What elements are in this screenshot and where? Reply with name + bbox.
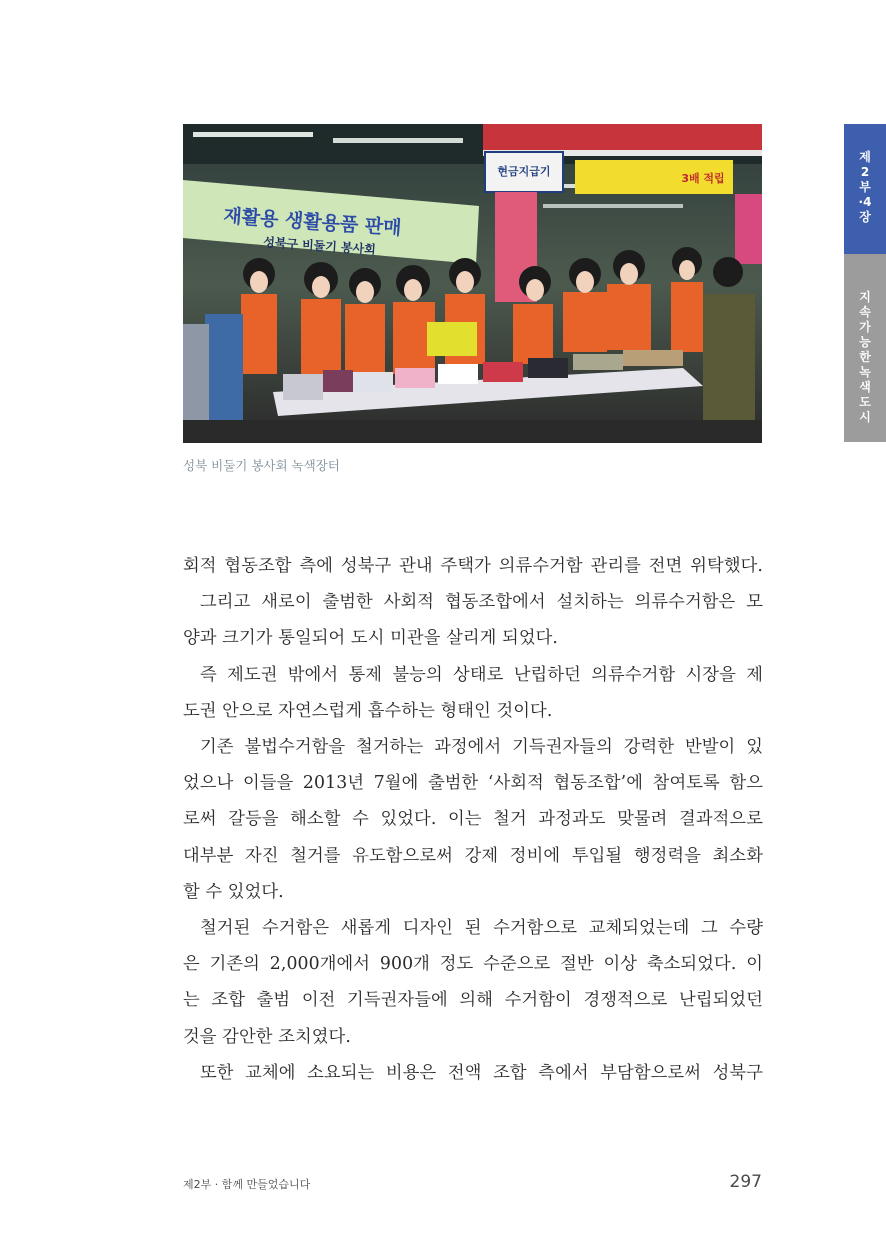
atm-sign: 현금지급기	[497, 165, 551, 178]
body-line: 은 기존의 2,000개에서 900개 정도 수준으로 절반 이상 축소되었다. 이	[183, 954, 763, 975]
market-photo	[183, 124, 762, 443]
body-line: 즉 제도권 밖에서 통제 불능의 상태로 난립하던 의류수거함 시장을 제	[200, 664, 763, 685]
banner-sub-text: 성북구 비둘기 봉사회	[262, 235, 377, 257]
photo-caption: 성북 비둘기 봉사회 녹색장터	[183, 458, 340, 473]
body-line: 로써 갈등을 해소할 수 있었다. 이는 철거 과정과도 맞물려 결과적으로	[183, 809, 763, 830]
running-title: 제2부 · 함께 만들었습니다	[183, 1178, 311, 1191]
body-line: 또한 교체에 소요되는 비용은 전액 조합 측에서 부담함으로써 성북구	[200, 1062, 763, 1083]
body-line: 기존 불법수거함을 철거하는 과정에서 기득권자들의 강력한 반발이 있	[200, 737, 763, 758]
section-tab-label: 지속가능한 녹색도시	[859, 290, 871, 424]
body-line: 양과 크기가 통일되어 도시 미관을 살리게 되었다.	[183, 628, 559, 649]
body-line: 도권 안으로 자연스럽게 흡수하는 형태인 것이다.	[183, 700, 553, 721]
section-tab	[844, 254, 886, 442]
body-line: 는 조합 출범 이전 기득권자들에 의해 수거함이 경쟁적으로 난립되었던	[183, 990, 763, 1011]
body-line: 대부분 자진 철거를 유도함으로써 강제 정비에 투입될 행정력을 최소화	[183, 845, 763, 866]
body-line: 것을 감안한 조치였다.	[183, 1026, 351, 1047]
banner-main-text: 재활용 생활용품 판매	[222, 205, 403, 240]
points-sign: 3배 적립	[681, 172, 725, 185]
page-number: 297	[729, 1172, 762, 1192]
body-text	[183, 548, 763, 1091]
body-line: 었으나 이들을 2013년 7월에 출범한 ‘사회적 협동조합’에 참여토록 함으	[183, 773, 763, 794]
chapter-tab-label: 제2부·4장	[858, 150, 872, 224]
body-line: 그리고 새로이 출범한 사회적 협동조합에서 설치하는 의류수거함은 모	[200, 592, 763, 613]
body-line: 철거된 수거함은 새롭게 디자인 된 수거함으로 교체되었는데 그 수량	[200, 918, 763, 939]
chapter-tab	[844, 124, 886, 254]
body-line: 할 수 있었다.	[183, 881, 284, 902]
body-line: 회적 협동조합 측에 성북구 관내 주택가 의류수거함 관리를 전면 위탁했다.	[183, 556, 763, 576]
